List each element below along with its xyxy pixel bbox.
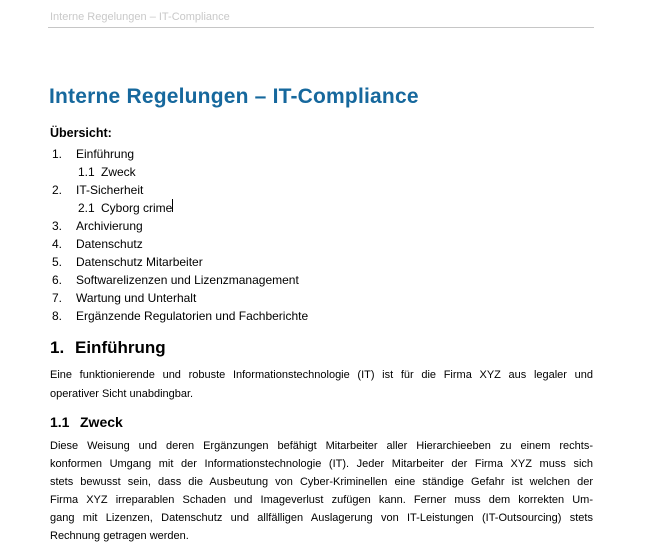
overview-item[interactable] xyxy=(50,289,593,307)
overview-item-label: Cyborg crime xyxy=(101,201,173,215)
overview-item-number: 7. xyxy=(52,291,63,305)
overview-item-label: Einführung xyxy=(76,147,135,161)
paragraph-line[interactable]: stets bewusst sein, dass die Ausbeutung von Cyber-Kriminellen eine ständige Gefahr ist welchen der xyxy=(50,476,593,488)
overview-item[interactable] xyxy=(50,181,593,199)
paragraph-line[interactable]: Eine funktionierende und robuste Informationstechnologie (IT) ist für die Firma XYZ aus legaler und xyxy=(50,369,593,381)
paragraph-line[interactable]: konformen Umgang mit der Informationstechnologie (IT). Jeder Mitarbeiter der Firma XYZ muss sich xyxy=(50,458,593,470)
overview-item[interactable] xyxy=(50,271,593,289)
overview-item-label: Wartung und Unterhalt xyxy=(76,291,197,305)
overview-item-label: IT-Sicherheit xyxy=(76,183,144,197)
overview-item-number: 2.1 xyxy=(78,201,95,215)
overview-item-label: Softwarelizenzen und Lizenzmanagement xyxy=(76,273,299,287)
overview-item[interactable] xyxy=(50,199,593,217)
overview-item-number: 8. xyxy=(52,309,63,323)
overview-label[interactable]: Übersicht: xyxy=(50,126,112,140)
section-heading-1[interactable] xyxy=(50,337,593,359)
overview-item-number: 4. xyxy=(52,237,63,251)
paragraph-line[interactable]: Firma XYZ irreparablen Schaden und Imageverlust zufügen kann. Ferner muss dem korrekten Um- xyxy=(50,494,593,506)
section-heading-1-1[interactable] xyxy=(50,414,593,431)
overview-item[interactable] xyxy=(50,235,593,253)
paragraph-line[interactable]: Rechnung getragen werden. xyxy=(50,530,189,542)
section-heading-text: Einführung xyxy=(75,338,166,357)
section-paragraph-1-1 xyxy=(50,437,593,545)
section-paragraph-1 xyxy=(50,366,593,404)
overview-item-number: 3. xyxy=(52,219,63,233)
page-header[interactable] xyxy=(48,0,594,28)
section-heading-text: Zweck xyxy=(80,414,123,430)
overview-item-label: Ergänzende Regulatorien und Fachberichte xyxy=(76,309,309,323)
overview-item-number: 5. xyxy=(52,255,63,269)
overview-item-number: 2. xyxy=(52,183,63,197)
overview-list xyxy=(50,145,593,325)
overview-item[interactable] xyxy=(50,217,593,235)
overview-item-label: Archivierung xyxy=(76,219,143,233)
section-heading-number: 1.1 xyxy=(50,414,70,430)
overview-item[interactable] xyxy=(50,253,593,271)
overview-item-number: 6. xyxy=(52,273,63,287)
overview-item[interactable] xyxy=(50,163,593,181)
paragraph-line[interactable]: Diese Weisung und deren Ergänzungen befähigt Mitarbeiter aller Hierarchieeben zu einem rechts- xyxy=(50,440,593,452)
overview-item-number: 1.1 xyxy=(78,165,95,179)
overview-item[interactable] xyxy=(50,145,593,163)
paragraph-line[interactable]: operativer Sicht unabdingbar. xyxy=(50,388,194,400)
document-title[interactable]: Interne Regelungen – IT-Compliance xyxy=(49,85,419,108)
overview-item[interactable] xyxy=(50,307,593,325)
overview-item-label: Datenschutz Mitarbeiter xyxy=(76,255,203,269)
page-header-text: Interne Regelungen – IT-Compliance xyxy=(50,11,230,23)
overview-item-label: Zweck xyxy=(101,165,136,179)
paragraph-line[interactable]: gang mit Lizenzen, Datenschutz und allfälligen Auslagerung von IT-Leistungen (IT-Outsourcing) stets xyxy=(50,512,593,524)
overview-item-label: Datenschutz xyxy=(76,237,143,251)
document-content[interactable] xyxy=(50,84,593,545)
text-cursor xyxy=(172,199,173,212)
overview-item-number: 1. xyxy=(52,147,63,161)
section-heading-number: 1. xyxy=(50,338,65,357)
